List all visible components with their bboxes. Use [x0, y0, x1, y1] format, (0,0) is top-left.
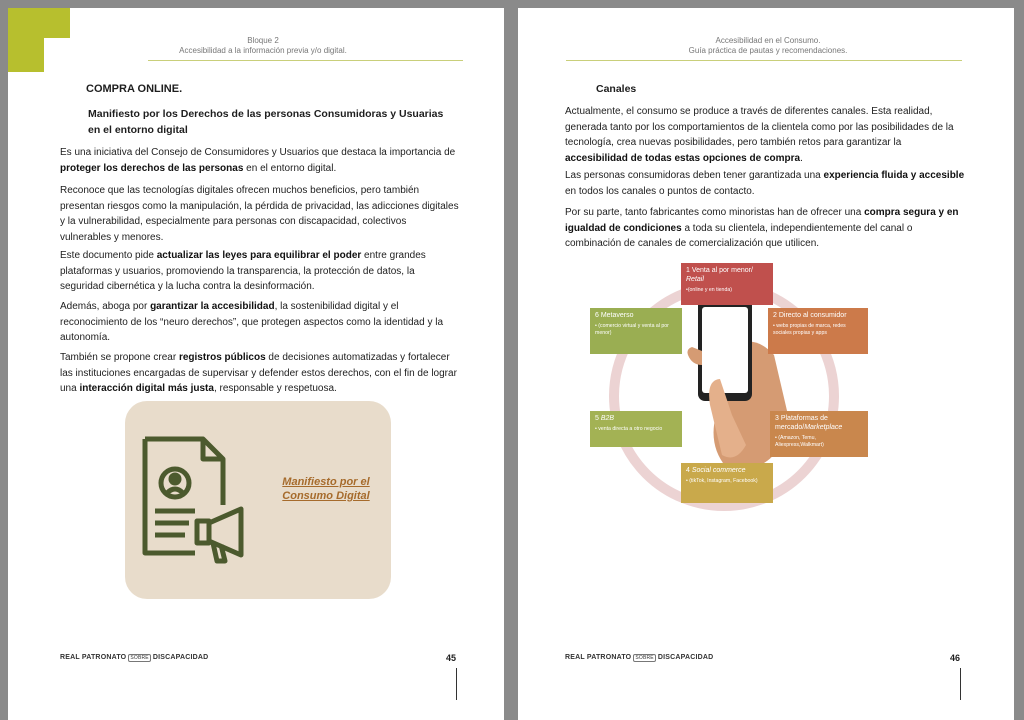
page-header — [668, 36, 868, 56]
channel-marketplace — [770, 411, 868, 457]
bold-text: garantizar la accesibilidad — [150, 301, 275, 312]
channel-title — [773, 311, 863, 320]
footer-rule — [960, 668, 961, 700]
corner-decoration — [8, 8, 78, 72]
brand-text-b: DISCAPACIDAD — [657, 654, 714, 661]
bold-text: registros públicos — [178, 352, 266, 363]
footer-brand-logo — [565, 654, 713, 661]
bold-text: interacción digital más justa — [79, 383, 214, 394]
brand-text-b: DISCAPACIDAD — [152, 654, 209, 661]
text-run: Es una iniciativa del Consejo de Consumidores y Usuarios que destaca la importancia de — [60, 147, 456, 158]
channel-title-text: 4 — [686, 467, 692, 474]
channel-title-text: 2 Directo al consumidor — [773, 312, 847, 319]
channel-retail — [681, 263, 773, 305]
section-title: Canales — [596, 83, 637, 95]
paragraph — [60, 299, 460, 346]
paragraph — [60, 183, 460, 245]
channel-social-commerce — [681, 463, 773, 503]
channel-detail: • venta directa a otro negocio — [595, 426, 663, 432]
text-run: Reconoce que las tecnologías digitales ofrecen muchos beneficios, pero también presentan riesgos como la manipulación, la pérdida de privacidad, las adicciones digitales y la vulnerabilidad, especialmente para personas con discapacidad, colectivos vulnerables y menores. — [60, 185, 459, 243]
page-number: 45 — [446, 653, 457, 663]
text-run: Además, aboga por — [60, 301, 151, 312]
channel-title-text: 1 Venta al por menor/ — [686, 267, 753, 274]
channel-title-text: 6 Metaverso — [595, 312, 634, 319]
page-header — [158, 36, 368, 56]
section-title: COMPRA ONLINE. — [86, 83, 183, 95]
header-rule — [148, 60, 463, 61]
channel-direct-to-consumer — [768, 308, 868, 354]
text-run: También se propone crear — [60, 352, 179, 363]
manifesto-link[interactable]: Manifiesto por el Consumo Digital — [282, 476, 370, 502]
footer-brand-logo — [60, 654, 208, 661]
page-46 — [518, 8, 1014, 720]
text-run: de decisiones automatizadas y fortalecer las instituciones encargadas de supervisar y defender estos derechos, con el fin de lograr una — [60, 352, 457, 394]
channel-title — [595, 414, 677, 423]
text-run: , la sostenibilidad digital y el reconocimiento de los “neuro derechos”, que protegen aspectos como la identidad y la autonomía. — [60, 301, 444, 343]
manifesto-card — [125, 401, 391, 599]
channel-title-text: 5 — [595, 415, 601, 422]
channel-metaverse — [590, 308, 682, 354]
bold-text: experiencia fluida y accesible — [823, 170, 965, 181]
document-megaphone-icon — [139, 435, 259, 565]
channel-b2b — [590, 411, 682, 447]
page-number: 46 — [950, 653, 961, 663]
paragraph — [60, 248, 460, 295]
channel-title-italic: Social commerce — [691, 467, 746, 474]
channel-detail: •(online y en tienda) — [686, 287, 732, 293]
paragraph — [565, 205, 965, 252]
header-line-1: Bloque 2 — [247, 36, 279, 45]
text-run: Actualmente, el consumo se produce a través de diferentes canales. Esta realidad, generada tanto por los comportamientos de la clientela como por las posibilidades de la tecnología, crea nuevas posibilidades, pero también retos para garantizar la — [565, 106, 954, 148]
bold-text: actualizar las leyes para equilibrar el poder — [156, 250, 362, 261]
channel-title-italic: B2B — [600, 415, 615, 422]
text-run: . — [800, 152, 803, 164]
header-rule — [566, 60, 962, 61]
channel-detail: • (Amazon, Temu, Aliexpress,Walkmart) — [775, 435, 824, 448]
text-run: , responsable y respetuosa. — [213, 383, 337, 394]
brand-reg: SOBRE — [130, 655, 149, 661]
channel-detail: • (tikTok, Instagram, Facebook) — [686, 478, 758, 484]
channel-detail: • (comercio virtual y venta al por menor) — [595, 323, 669, 336]
brand-text-a: REAL PATRONATO — [565, 654, 632, 661]
channel-detail: • webs propias de marca, redes sociales propias y apps — [773, 323, 846, 336]
paragraph — [565, 168, 965, 199]
channel-title — [775, 414, 863, 432]
text-run: Por su parte, tanto fabricantes como minoristas han de ofrecer una — [565, 207, 865, 218]
paragraph — [565, 104, 965, 166]
header-line-2: Accesibilidad a la información previa y/o digital. — [179, 46, 347, 55]
text-run: Este documento pide — [60, 250, 157, 261]
text-run: en el entorno digital. — [243, 162, 337, 174]
paragraph — [60, 350, 460, 397]
channel-title-italic: Retail — [686, 276, 704, 283]
bold-text: proteger los derechos de las personas — [60, 162, 244, 174]
subtitle: Manifiesto por los Derechos de las personas Consumidoras y Usuarias en el entorno digital — [88, 108, 444, 136]
text-run: Las personas consumidoras deben tener garantizada una — [565, 170, 824, 181]
channel-title — [595, 311, 677, 320]
channel-title-text: 3 Plataformas de mercado/ — [775, 415, 828, 431]
brand-text-a: REAL PATRONATO — [60, 654, 127, 661]
text-run: entre grandes plataformas y usuarios, promoviendo la transparencia, la protección de datos, la seguridad cibernética y la lucha contra la desinformación. — [60, 250, 426, 292]
header-line-1: Accesibilidad en el Consumo. — [715, 36, 821, 45]
channel-title-italic: Marketplace — [804, 424, 843, 431]
paragraph — [60, 145, 460, 176]
text-run: a toda su clientela, independientemente del canal o combinación de canales de comercialización que utilicen. — [565, 222, 913, 249]
text-run: en todos los canales o puntos de contacto. — [565, 185, 755, 197]
channel-title — [686, 266, 768, 284]
page-45 — [8, 8, 504, 720]
footer-rule — [456, 668, 457, 700]
bold-text: accesibilidad de todas estas opciones de compra — [565, 152, 801, 164]
bold-text: compra segura y en igualdad de condiciones — [565, 207, 959, 234]
brand-reg: SOBRE — [635, 655, 654, 661]
channel-title — [686, 466, 768, 475]
header-line-2: Guía práctica de pautas y recomendaciones. — [688, 46, 848, 55]
